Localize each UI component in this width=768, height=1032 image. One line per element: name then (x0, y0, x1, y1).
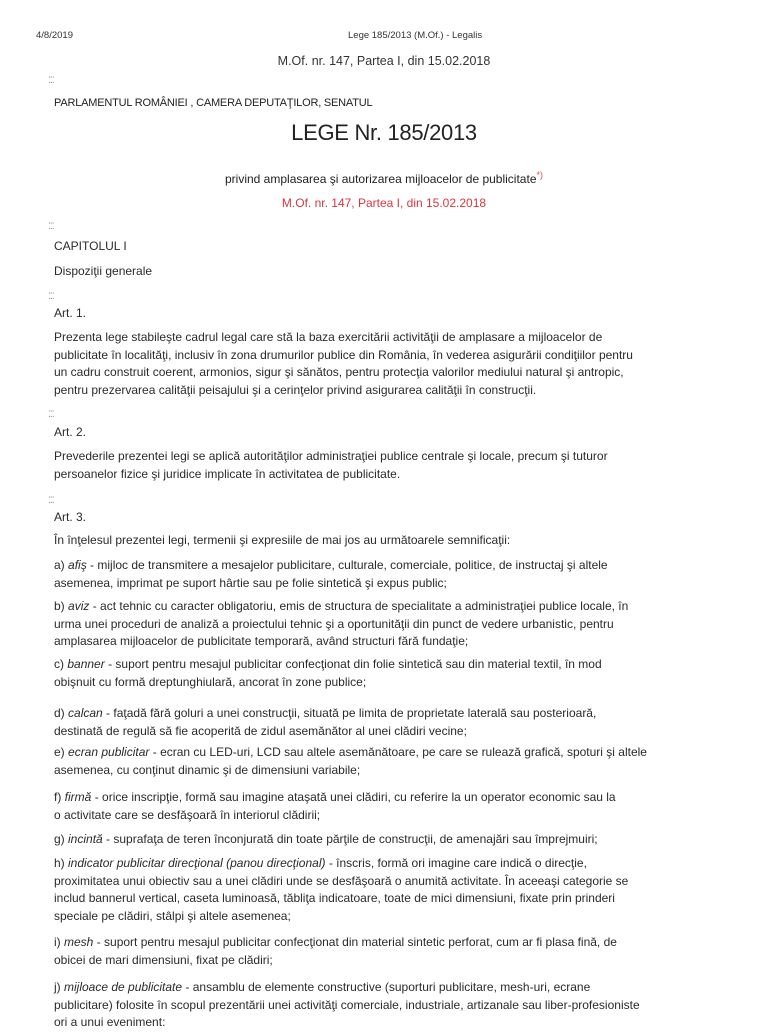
definition-item (54, 831, 744, 849)
item-prefix: g) (54, 832, 69, 846)
official-gazette-ref: M.Of. nr. 147, Partea I, din 15.02.2018 (277, 54, 491, 68)
text-line: Prezenta lege stabileşte cadrul legal care stă la baza exercitării activităţii de amplasare a mijloacelor de (54, 330, 603, 344)
definition-item (54, 934, 744, 969)
item-prefix: b) (54, 599, 69, 613)
definition-item (54, 789, 744, 824)
anchor-icon[interactable]: ⁚⁚⁚ (48, 221, 54, 231)
text-line: includ bannerul vertical, caseta luminoasă, tăbliţa indicatoare, toate de mici dimensiuni, fixate prin prinderi (54, 891, 615, 905)
text-line: publicitate în localităţi, inclusiv în zona drumurilor publice din România, în vederea asigurării condiţiilor pentru (54, 347, 633, 362)
definition-item (54, 744, 744, 779)
text-line: speciale pe clădiri, stâlpi şi altele asemenea; (54, 908, 291, 923)
text-line: obicei de mari dimensiuni, fixat pe clădiri; (54, 952, 273, 967)
definition-item (54, 855, 744, 925)
item-term: firmă (64, 790, 92, 804)
article-intro: În înţelesul prezentei legi, termenii şi expresiile de mai jos au următoarele semnificaţii: (54, 533, 511, 547)
text-line: - suport pentru mesajul publicitar confecţionat din material sintetic perforat, cum ar fi plasa fină, de (96, 935, 617, 949)
text-line: - înscris, formă ori imagine care indică o direcţie, (328, 856, 587, 870)
text-line: proximitatea unui obiectiv sau a unei clădiri unde se desfăşoară o anumită activitate. În aceeaşi categorie se (54, 873, 629, 888)
text-line: pentru prezervarea calităţii peisajului şi a cerinţelor privind asigurarea calităţii în construcţii. (54, 382, 537, 397)
article-body (54, 448, 744, 483)
issuer: PARLAMENTUL ROMÂNIEI , CAMERA DEPUTAŢILOR, SENATUL (54, 97, 373, 109)
item-term: afiş (68, 558, 87, 572)
item-term: banner (67, 657, 105, 671)
article-heading: Art. 3. (54, 510, 87, 524)
item-prefix: f) (54, 790, 65, 804)
definition-item (54, 656, 744, 691)
text-line: - act tehnic cu caracter obligatoriu, emis de structura de specialitate a administraţiei publice locale, în (92, 599, 629, 613)
text-line: amplasarea mijloacelor de publicitate temporară, având structuri fără fundaţie; (54, 634, 469, 648)
official-gazette-ref-red: M.Of. nr. 147, Partea I, din 15.02.2018 (281, 196, 487, 210)
text-line: publicitare) folosite în scopul prezentării unei activităţi comerciale, industriale, artizanale sau liber-profesioniste (54, 997, 640, 1012)
text-line: - ecran cu LED-uri, LCD sau altele asemănătoare, pe care se rulează grafică, spoturi şi altele (152, 745, 647, 759)
chapter-title: CAPITOLUL I (54, 239, 127, 253)
anchor-icon[interactable]: ⁚⁚⁚ (48, 75, 54, 85)
text-line: asemenea, imprimat pe suport hârtie sau pe folie sintetică şi expus public; (54, 575, 447, 590)
text-line: Prevederile prezentei legi se aplică autorităţilor administraţiei publice centrale şi locale, precum şi tuturor (54, 449, 608, 463)
text-line: o activitate care se desfăşoară în interiorul clădirii; (54, 807, 321, 822)
text-line: - faţadă fără goluri a unei construcţii, situată pe limita de proprietate laterală sau posterioară, (106, 706, 597, 720)
item-prefix: j) (54, 980, 64, 994)
text-line: - suprafaţa de teren înconjurată din toate părţile de construcţii, de amenajări sau împrejmuiri; (106, 832, 598, 846)
item-term: aviz (68, 599, 90, 613)
print-date: 4/8/2019 (36, 30, 73, 41)
item-prefix: c) (54, 657, 68, 671)
item-prefix: e) (54, 745, 69, 759)
text-line: persoanelor fizice şi juridice implicate în activitatea de publicitate. (54, 466, 401, 481)
item-term: mesh (64, 935, 94, 949)
item-prefix: h) (54, 856, 69, 870)
item-term: calcan (68, 706, 103, 720)
text-line: urma unei proceduri de analiză a proiectului tehnic şi a oportunităţii din punct de vedere urbanistic, pentru (54, 616, 614, 631)
law-subtitle (0, 170, 768, 186)
text-line: asemenea, cu conţinut dinamic şi de dimensiuni variabile; (54, 762, 361, 777)
article-heading: Art. 2. (54, 425, 87, 439)
item-term: mijloace de publicitate (64, 980, 183, 994)
item-term: incintă (68, 832, 103, 846)
text-line: un cadru construit coerent, armonios, sigur şi sănătos, pentru protecţia valorilor mediului natural şi antropic, (54, 365, 624, 379)
text-line: ori a unui eveniment: (54, 1015, 166, 1029)
anchor-icon[interactable]: ⁚⁚⁚ (48, 409, 54, 419)
definition-item (54, 557, 744, 592)
article-body (54, 329, 744, 399)
law-title: LEGE Nr. 185/2013 (291, 120, 477, 145)
article-heading: Art. 1. (54, 306, 87, 320)
text-line: - orice inscripţie, formă sau imagine ataşată unei clădiri, cu referire la un operator economic sau la (94, 790, 616, 804)
text-line: - mijloc de transmitere a mesajelor publicitare, culturale, comerciale, politice, de instructaj şi altele (90, 558, 608, 572)
item-term: indicator publicitar direcţional (panou direcţional) (68, 856, 326, 870)
item-prefix: i) (54, 935, 64, 949)
text-line: - ansamblu de elemente constructive (suporturi publicitare, mesh-uri, ecrane (185, 980, 591, 994)
anchor-icon[interactable]: ⁚⁚⁚ (48, 291, 54, 301)
item-prefix: a) (54, 558, 69, 572)
anchor-icon[interactable]: ⁚⁚⁚ (48, 495, 54, 505)
chapter-name: Dispoziţii generale (54, 264, 153, 278)
print-doc-title: Lege 185/2013 (M.Of.) - Legalis (348, 30, 483, 41)
item-prefix: d) (54, 706, 69, 720)
text-line: destinată de regulă să fie acoperită de zidul asemănător al unei clădiri vecine; (54, 723, 467, 738)
text-line: obişnuit cu formă dreptunghiulară, ancorat în zone publice; (54, 674, 367, 689)
footnote-mark[interactable]: *) (536, 170, 543, 180)
subtitle-text: privind amplasarea şi autorizarea mijloacelor de publicitate (225, 172, 537, 186)
item-term: ecran publicitar (68, 745, 150, 759)
text-line: - suport pentru mesajul publicitar confecţionat din folie sintetică sau din material textil, în mod (108, 657, 602, 671)
definition-item (54, 705, 744, 740)
definition-item (54, 598, 744, 651)
